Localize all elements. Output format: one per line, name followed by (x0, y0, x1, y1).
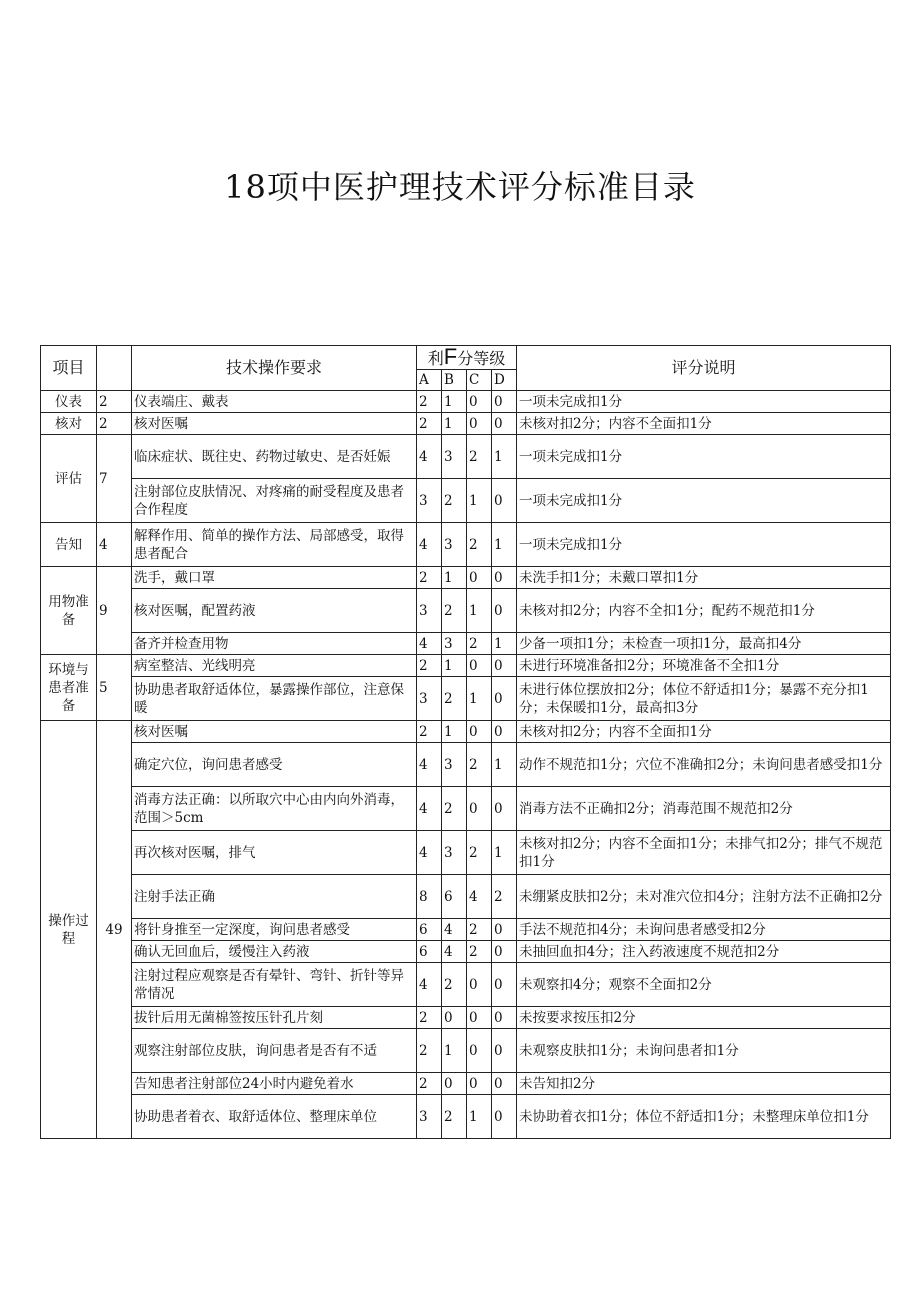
grade-b-cell: 3 (442, 523, 467, 567)
header-grade-suffix: 分等级 (457, 348, 506, 368)
header-score (97, 346, 132, 391)
requirement-cell: 解释作用、简单的操作方法、局部感受，取得患者配合 (132, 523, 417, 567)
requirement-cell: 核对医嘱，配置药液 (132, 589, 417, 633)
grade-a-cell: 2 (417, 721, 442, 743)
note-cell: 未按要求按压扣2分 (517, 1007, 891, 1029)
requirement-cell: 观察注射部位皮肤，询问患者是否有不适 (132, 1029, 417, 1073)
grade-b-cell: 2 (442, 1095, 467, 1139)
grade-c-cell: 1 (467, 1095, 492, 1139)
grade-a-cell: 6 (417, 941, 442, 963)
grade-a-cell: 4 (417, 743, 442, 787)
header-grade-b: B (442, 370, 467, 391)
grade-d-cell: 1 (492, 831, 517, 875)
page-title: 18项中医护理技术评分标准目录 (224, 168, 696, 206)
note-cell: 未绷紧皮肤扣2分；未对准穴位扣4分；注射方法不正确扣2分 (517, 875, 891, 919)
grade-a-cell: 4 (417, 831, 442, 875)
grade-b-cell: 2 (442, 787, 467, 831)
table-row (41, 831, 891, 875)
requirement-cell: 再次核对医嘱，排气 (132, 831, 417, 875)
grade-d-cell: 0 (492, 413, 517, 435)
requirement-cell: 消毒方法正确：以所取穴中心由内向外消毒，范围＞5cm (132, 787, 417, 831)
requirement-cell: 协助患者着衣、取舒适体位、整理床单位 (132, 1095, 417, 1139)
note-cell: 未进行环境准备扣2分；环境准备不全扣1分 (517, 655, 891, 677)
note-cell: 手法不规范扣4分；未询问患者感受扣2分 (517, 919, 891, 941)
note-cell: 未核对扣2分；内容不全面扣1分 (517, 721, 891, 743)
scoring-table (40, 345, 891, 1139)
requirement-cell: 核对医嘱 (132, 721, 417, 743)
grade-c-cell: 0 (467, 721, 492, 743)
header-grade-c: C (467, 370, 492, 391)
note-cell: 未观察扣4分；观察不全面扣2分 (517, 963, 891, 1007)
table-row (41, 677, 891, 721)
grade-a-cell: 3 (417, 589, 442, 633)
grade-b-cell: 1 (442, 567, 467, 589)
grade-a-cell: 4 (417, 435, 442, 479)
grade-a-cell: 2 (417, 1073, 442, 1095)
grade-c-cell: 0 (467, 391, 492, 413)
grade-d-cell: 0 (492, 721, 517, 743)
table-row (41, 435, 891, 479)
grade-b-cell: 1 (442, 655, 467, 677)
grade-b-cell: 3 (442, 633, 467, 655)
grade-d-cell: 2 (492, 875, 517, 919)
table-row (41, 1095, 891, 1139)
note-cell: 未洗手扣1分；未戴口罩扣1分 (517, 567, 891, 589)
grade-d-cell: 0 (492, 1007, 517, 1029)
grade-a-cell: 2 (417, 413, 442, 435)
requirement-cell: 洗手，戴口罩 (132, 567, 417, 589)
grade-b-cell: 1 (442, 1029, 467, 1073)
header-grade-prefix: 利 (427, 348, 444, 368)
table-row (41, 413, 891, 435)
grade-a-cell: 4 (417, 963, 442, 1007)
section-score: 2 (97, 413, 132, 435)
requirement-cell: 将针身推至一定深度，询问患者感受 (132, 919, 417, 941)
section-score: 5 (97, 655, 132, 721)
grade-c-cell: 0 (467, 1073, 492, 1095)
grade-d-cell: 0 (492, 1073, 517, 1095)
grade-d-cell: 0 (492, 567, 517, 589)
grade-c-cell: 0 (467, 1007, 492, 1029)
grade-c-cell: 1 (467, 677, 492, 721)
requirement-cell: 注射手法正确 (132, 875, 417, 919)
grade-d-cell: 0 (492, 479, 517, 523)
requirement-cell: 拔针后用无菌棉签按压针孔片刻 (132, 1007, 417, 1029)
grade-b-cell: 2 (442, 589, 467, 633)
grade-d-cell: 0 (492, 787, 517, 831)
section-score: 2 (97, 391, 132, 413)
grade-b-cell: 2 (442, 479, 467, 523)
requirement-cell: 备齐并检查用物 (132, 633, 417, 655)
grade-a-cell: 3 (417, 677, 442, 721)
section-cell: 告知 (41, 523, 97, 567)
table-row (41, 875, 891, 919)
requirement-cell: 核对医嘱 (132, 413, 417, 435)
grade-a-cell: 2 (417, 391, 442, 413)
grade-d-cell: 0 (492, 677, 517, 721)
grade-b-cell: 0 (442, 1073, 467, 1095)
table-row (41, 941, 891, 963)
grade-a-cell: 4 (417, 523, 442, 567)
note-cell: 一项未完成扣1分 (517, 435, 891, 479)
grade-c-cell: 0 (467, 963, 492, 1007)
grade-a-cell: 2 (417, 1029, 442, 1073)
requirement-cell: 病室整洁、光线明亮 (132, 655, 417, 677)
requirement-cell: 临床症状、既往史、药物过敏史、是否妊娠 (132, 435, 417, 479)
requirement-cell: 确定穴位，询问患者感受 (132, 743, 417, 787)
header-grade-d: D (492, 370, 517, 391)
grade-d-cell: 1 (492, 743, 517, 787)
grade-a-cell: 2 (417, 655, 442, 677)
table-row (41, 567, 891, 589)
grade-d-cell: 0 (492, 1095, 517, 1139)
grade-b-cell: 6 (442, 875, 467, 919)
grade-c-cell: 2 (467, 523, 492, 567)
table-row (41, 391, 891, 413)
grade-a-cell: 3 (417, 479, 442, 523)
grade-c-cell: 0 (467, 787, 492, 831)
note-cell: 一项未完成扣1分 (517, 479, 891, 523)
note-cell: 未核对扣2分；内容不全面扣1分 (517, 413, 891, 435)
table-row (41, 787, 891, 831)
requirement-cell: 协助患者取舒适体位，暴露操作部位，注意保暖 (132, 677, 417, 721)
requirement-cell: 告知患者注射部位24小时内避免着水 (132, 1073, 417, 1095)
note-cell: 未抽回血扣4分；注入药液速度不规范扣2分 (517, 941, 891, 963)
grade-d-cell: 0 (492, 1029, 517, 1073)
grade-d-cell: 0 (492, 963, 517, 1007)
requirement-cell: 确认无回血后，缓慢注入药液 (132, 941, 417, 963)
grade-b-cell: 1 (442, 721, 467, 743)
grade-b-cell: 4 (442, 941, 467, 963)
grade-c-cell: 0 (467, 413, 492, 435)
note-cell: 一项未完成扣1分 (517, 523, 891, 567)
grade-a-cell: 6 (417, 919, 442, 941)
grade-a-cell: 8 (417, 875, 442, 919)
table-row (41, 1029, 891, 1073)
grade-a-cell: 2 (417, 567, 442, 589)
header-grade-f: F (443, 345, 458, 369)
header-item: 项目 (41, 346, 97, 391)
section-cell: 环境与患者准备 (41, 655, 97, 721)
grade-c-cell: 2 (467, 919, 492, 941)
grade-c-cell: 2 (467, 743, 492, 787)
grade-c-cell: 1 (467, 589, 492, 633)
table-row (41, 919, 891, 941)
grade-d-cell: 1 (492, 523, 517, 567)
grade-d-cell: 0 (492, 391, 517, 413)
table-row (41, 479, 891, 523)
grade-b-cell: 3 (442, 831, 467, 875)
table-row (41, 633, 891, 655)
header-grade-a: A (417, 370, 442, 391)
note-cell: 未协助着衣扣1分；体位不舒适扣1分；未整理床单位扣1分 (517, 1095, 891, 1139)
table-row (41, 655, 891, 677)
grade-d-cell: 1 (492, 633, 517, 655)
section-cell: 操作过程 (41, 721, 97, 1139)
section-score: 7 (97, 435, 132, 523)
grade-c-cell: 2 (467, 831, 492, 875)
section-cell: 评估 (41, 435, 97, 523)
grade-d-cell: 1 (492, 435, 517, 479)
grade-c-cell: 1 (467, 479, 492, 523)
grade-b-cell: 0 (442, 1007, 467, 1029)
grade-b-cell: 2 (442, 677, 467, 721)
section-cell: 核对 (41, 413, 97, 435)
section-score: 4 (97, 523, 132, 567)
grade-c-cell: 4 (467, 875, 492, 919)
requirement-cell: 仪表端庄、戴表 (132, 391, 417, 413)
table-row (41, 743, 891, 787)
grade-d-cell: 0 (492, 919, 517, 941)
section-score: 49 (97, 721, 132, 1139)
grade-a-cell: 2 (417, 1007, 442, 1029)
grade-b-cell: 2 (442, 963, 467, 1007)
grade-c-cell: 2 (467, 435, 492, 479)
grade-c-cell: 0 (467, 567, 492, 589)
table-row (41, 963, 891, 1007)
table-row (41, 721, 891, 743)
note-cell: 一项未完成扣1分 (517, 391, 891, 413)
grade-c-cell: 0 (467, 1029, 492, 1073)
grade-a-cell: 4 (417, 787, 442, 831)
header-grade (417, 346, 517, 370)
note-cell: 未核对扣2分；内容不全面扣1分；未排气扣2分；排气不规范扣1分 (517, 831, 891, 875)
grade-c-cell: 2 (467, 633, 492, 655)
table-row (41, 1073, 891, 1095)
grade-a-cell: 4 (417, 633, 442, 655)
grade-d-cell: 0 (492, 655, 517, 677)
table-row (41, 589, 891, 633)
note-cell: 未进行体位摆放扣2分；体位不舒适扣1分；暴露不充分扣1分；未保暖扣1分，最高扣3分 (517, 677, 891, 721)
section-score: 9 (97, 567, 132, 655)
requirement-cell: 注射部位皮肤情况、对疼痛的耐受程度及患者合作程度 (132, 479, 417, 523)
grade-a-cell: 3 (417, 1095, 442, 1139)
grade-b-cell: 1 (442, 391, 467, 413)
table-row (41, 1007, 891, 1029)
section-cell: 仪表 (41, 391, 97, 413)
grade-b-cell: 3 (442, 743, 467, 787)
header-note: 评分说明 (517, 346, 891, 391)
note-cell: 未核对扣2分；内容不全扣1分；配药不规范扣1分 (517, 589, 891, 633)
table-row (41, 523, 891, 567)
note-cell: 少备一项扣1分；未检查一项扣1分，最高扣4分 (517, 633, 891, 655)
grade-b-cell: 3 (442, 435, 467, 479)
section-cell: 用物准备 (41, 567, 97, 655)
grade-b-cell: 4 (442, 919, 467, 941)
grade-b-cell: 1 (442, 413, 467, 435)
grade-c-cell: 2 (467, 941, 492, 963)
note-cell: 未告知扣2分 (517, 1073, 891, 1095)
note-cell: 未观察皮肤扣1分；未询问患者扣1分 (517, 1029, 891, 1073)
requirement-cell: 注射过程应观察是否有晕针、弯针、折针等异常情况 (132, 963, 417, 1007)
note-cell: 动作不规范扣1分；穴位不准确扣2分；未询问患者感受扣1分 (517, 743, 891, 787)
grade-d-cell: 0 (492, 941, 517, 963)
grade-c-cell: 0 (467, 655, 492, 677)
header-requirement: 技术操作要求 (132, 346, 417, 391)
grade-d-cell: 0 (492, 589, 517, 633)
note-cell: 消毒方法不正确扣2分；消毒范围不规范扣2分 (517, 787, 891, 831)
